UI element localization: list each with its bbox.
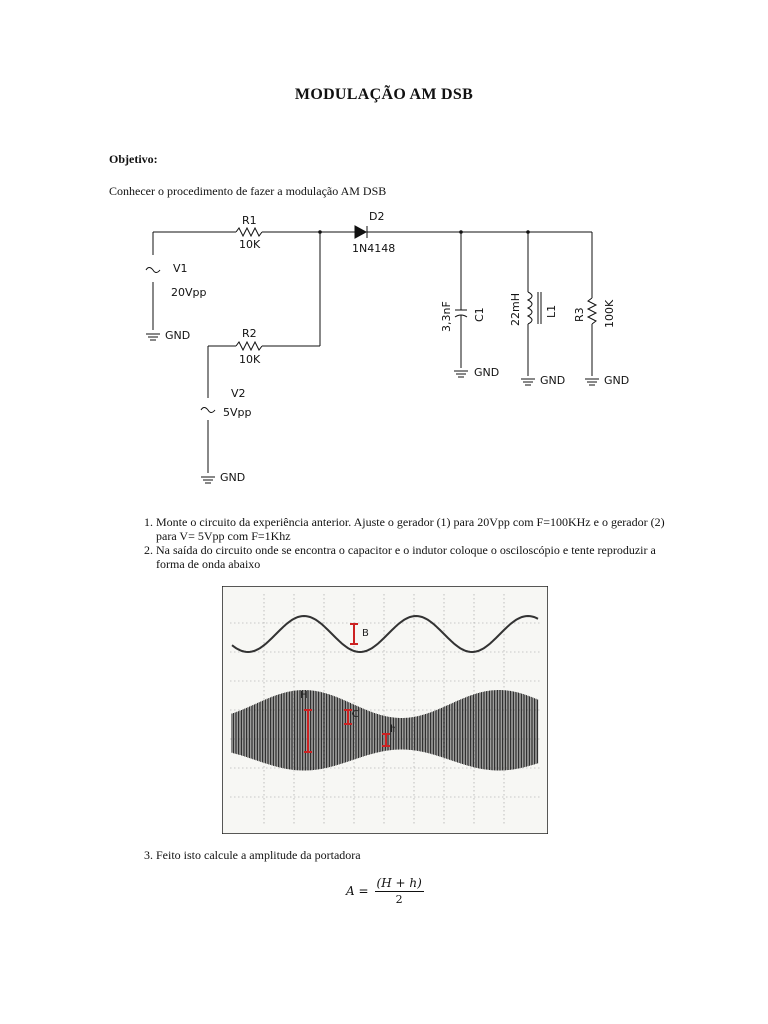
r1-value: 10K: [239, 238, 261, 251]
l1-gnd: GND: [540, 374, 566, 387]
v1-value: 20Vpp: [171, 286, 207, 299]
v1-name: V1: [173, 262, 188, 275]
r3-name: R3: [573, 307, 586, 322]
c1-value: 3,3nF: [440, 301, 453, 332]
step-1: 1. Monte o circuito da experiência anterior. Ajuste o gerador (1) para 20Vpp com F=100KHz e o gerador (2) para V= 5Vpp com F=1Khz: [156, 515, 676, 543]
formula-numerator: (H + h): [376, 876, 422, 890]
oscilloscope-waveform: [222, 586, 548, 834]
v1-gnd: GND: [165, 329, 191, 342]
l1-name: L1: [545, 304, 558, 318]
r3-value: 100K: [603, 299, 616, 328]
r3-gnd: GND: [604, 374, 630, 387]
r2-name: R2: [242, 327, 257, 340]
r1-name: R1: [242, 214, 257, 227]
step-3: 3. Feito isto calcule a amplitude da portadora: [156, 848, 676, 862]
objective-label: Objetivo:: [109, 152, 158, 166]
scope-label-h-upper: H: [300, 690, 308, 701]
scope-label-c: C: [352, 709, 359, 720]
steps-list: [131, 515, 676, 571]
r2-value: 10K: [239, 353, 261, 366]
circuit-diagram: [0, 200, 768, 500]
l1-value: 22mH: [509, 293, 522, 326]
c1-gnd: GND: [474, 366, 500, 379]
d2-value: 1N4148: [352, 242, 396, 255]
formula-lhs: A =: [346, 884, 369, 898]
formula-denominator: 2: [395, 893, 403, 906]
objective-text: Conhecer o procedimento de fazer a modulação AM DSB: [109, 184, 387, 198]
v2-value: 5Vpp: [223, 406, 252, 419]
v2-gnd: GND: [220, 471, 246, 484]
c1-name: C1: [473, 307, 486, 322]
d2-name: D2: [369, 210, 385, 223]
steps-list-2: [131, 848, 676, 862]
scope-label-b: B: [362, 628, 369, 639]
step-2: 2. Na saída do circuito onde se encontra o capacitor e o indutor coloque o osciloscópio e tente reproduzir a forma de onda abaixo: [156, 543, 676, 571]
scope-label-h-lower: h: [390, 724, 397, 735]
carrier-amplitude-formula: [346, 876, 424, 906]
v2-name: V2: [231, 387, 246, 400]
page-title: MODULAÇÃO AM DSB: [294, 86, 474, 103]
